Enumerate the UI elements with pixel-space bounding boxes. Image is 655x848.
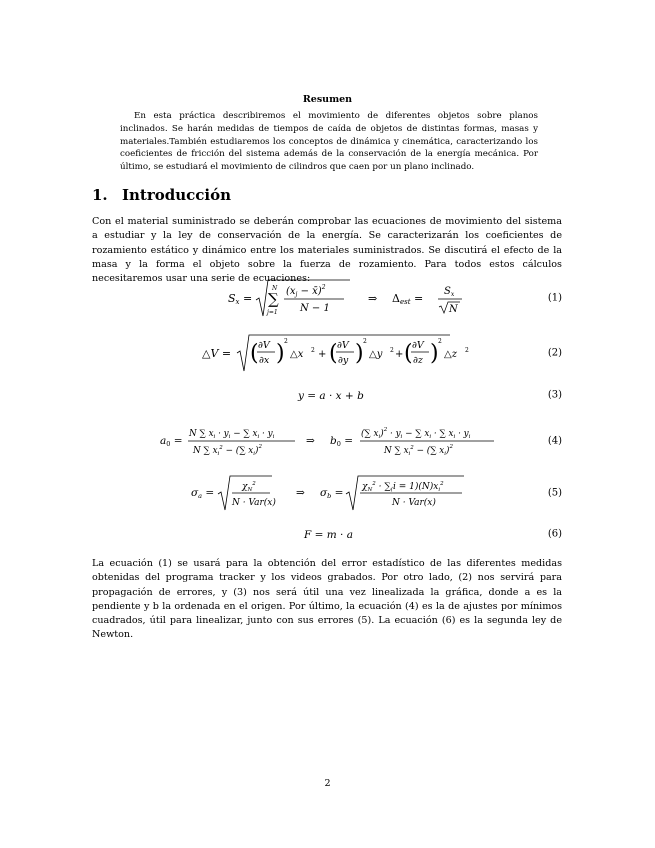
eq2-sq3: 2 xyxy=(438,338,442,345)
svg-text:2: 2 xyxy=(465,347,469,354)
eq2-d1-den: ∂x xyxy=(259,355,270,366)
eq4-den: N ∑ x xyxy=(193,446,218,456)
eq1-num-sup: 2 xyxy=(321,284,326,291)
svg-text:(xj − x̄)2 xyxy=(286,284,326,298)
eq5-den: N · Var(x) xyxy=(232,498,276,508)
eq1-num: (x xyxy=(286,286,296,297)
eq1-den: N − 1 xyxy=(300,303,330,314)
eq2-paren3-close: ) xyxy=(430,341,439,366)
abstract-title: Resumen xyxy=(302,94,353,105)
svg-text:N ∑ xi · yi − ∑ xi · yi: N ∑ $x_i \cdot y_i$ − ∑ $x_i \cdot y_i$ xyxy=(189,429,275,440)
eq2-t3: △z xyxy=(444,349,457,360)
eq2-lhs: △V = xyxy=(202,347,232,360)
equation-6-number: (6) xyxy=(547,528,562,540)
svg-text:2: 2 xyxy=(311,347,315,354)
svg-text:N ∑ xi2 − (∑ xi)2: N ∑ $x_i^2$ − (∑ $x_i)^2$ xyxy=(193,444,262,457)
svg-text:σb =: σb = xyxy=(320,487,344,500)
equation-5-number: (5) xyxy=(547,487,562,499)
equation-4 xyxy=(92,424,562,458)
equation-2-number: (2) xyxy=(547,347,562,359)
eq5-implies: ⇒ xyxy=(296,487,305,499)
equation-3-number: (3) xyxy=(547,389,562,401)
eq2-d3-den: ∂z xyxy=(413,355,423,366)
eq4-rhs-sub: 0 xyxy=(336,440,341,448)
eq1-sum-bottom: j=1 xyxy=(267,309,278,316)
eq2-d2-num: ∂V xyxy=(337,340,349,351)
eq1-lhs: S xyxy=(228,292,236,305)
eq1-lhs-sub: x xyxy=(235,298,240,306)
eq2-d3-num: ∂V xyxy=(412,340,424,351)
page-number: 2 xyxy=(324,778,331,789)
eq2-d1-num: ∂V xyxy=(258,340,270,351)
eq2-paren1-open: ( xyxy=(250,341,259,366)
equation-2-math xyxy=(92,333,562,373)
eq2-plus2: + xyxy=(395,349,404,360)
eq4-num: N ∑ x xyxy=(189,429,214,439)
eq6-text: F = m · a xyxy=(304,529,353,541)
eq1-rhs-sub: est xyxy=(399,298,411,306)
equation-2 xyxy=(92,333,562,373)
eq3-text: y = a · x + b xyxy=(298,390,364,402)
equation-1 xyxy=(92,276,562,320)
eq5-lhs-sub: a xyxy=(198,492,203,500)
equation-6-math xyxy=(92,525,562,543)
eq2-paren1-close: ) xyxy=(276,341,285,366)
equation-3 xyxy=(92,386,562,404)
equation-1-math xyxy=(92,276,562,320)
svg-text:2: 2 xyxy=(390,347,394,354)
equation-1-number: (1) xyxy=(547,292,562,304)
conclusion-paragraph: La ecuación (1) se usará para la obtención del error estadístico de las diferentes medidas obtenidas del programa tracker y los videos grabados. Por otro lado, (2) nos servirá para propagación de errores, y (3) nos será útil una vez linealizada la gráfica, donde a es la pendiente y b la ordenada en el origen. Por último, la ecuación (4) es la de ajustes por mínimos cuadrados, útil para linealizar, junto con sus errores (5). La ecuación (6) es la segunda ley de Newton. xyxy=(92,558,562,641)
eq2-sq1: 2 xyxy=(284,338,288,345)
eq4-rhs-num: (∑ x xyxy=(361,429,379,439)
eq1-rhs-num-sub: x xyxy=(450,291,455,298)
svg-text:a0 =: a0 = xyxy=(160,435,183,448)
eq4-lhs-sub: 0 xyxy=(166,440,171,448)
equation-4-number: (4) xyxy=(547,435,562,447)
svg-text:Sx =: Sx = xyxy=(228,292,253,306)
eq2-t2: △y xyxy=(369,349,383,360)
eq2-sq2: 2 xyxy=(363,338,367,345)
eq5-num: χ xyxy=(242,482,248,492)
svg-text:N ∑ xi2 − (∑ xi)2: N ∑ $x_i^2$ − (∑ $x_i)^2$ xyxy=(384,444,453,457)
eq1-sum-top: N xyxy=(272,285,278,292)
equation-5 xyxy=(92,472,562,514)
svg-text:χN2 · ∑(i = 1)(N)xi2: $\chi_N^2 \cdot \sum_(i = 1)(N)x_i^2$ xyxy=(362,481,444,493)
eq4-rhs-den: N ∑ x xyxy=(384,446,409,456)
eq1-num-rest: − x̄) xyxy=(297,286,322,297)
svg-text:(∑ xi)2 · yi − ∑ xi · ∑ xi · y: (∑ $x_i)^2 \cdot y_i$ − ∑ $x_i$ · ∑ $x_i \cdot y_i$ xyxy=(361,427,471,440)
section-title: Introducción xyxy=(122,186,232,204)
section-number: 1. xyxy=(92,186,108,204)
svg-text:σa =: σa = xyxy=(191,487,215,500)
intro-paragraph: Con el material suministrado se deberán comprobar las ecuaciones de movimiento del sistema a estudiar y la ley de conservación de la energía. Se caracterizarán los coeficientes de rozamiento estático y dinámico entre los materiales suministrados. Se discutirá el efecto de la masa y la forma el objeto sobre la fuerza de rozamiento. Para todos estos cálculos necesitaremos usar una serie de ecuaciones: xyxy=(92,216,562,285)
equation-3-math xyxy=(92,386,562,404)
svg-text:χN2: $\chi_N^2$ xyxy=(242,481,256,493)
eq2-t1: △x xyxy=(290,349,304,360)
equation-4-math xyxy=(92,424,562,458)
eq5-rhs: σ xyxy=(320,487,328,499)
svg-text:Δest =: Δest = xyxy=(392,292,424,306)
eq2-paren3-open: ( xyxy=(404,341,413,366)
equation-6 xyxy=(92,525,562,543)
eq4-rhs: b xyxy=(330,435,337,447)
eq1-implies: ⇒ xyxy=(368,292,378,305)
eq2-plus1: + xyxy=(318,349,327,360)
eq5-rhs-sub: b xyxy=(327,492,332,500)
eq5-rhs-num: χ xyxy=(362,482,368,492)
eq1-rhs-den: N xyxy=(449,304,458,315)
eq4-implies: ⇒ xyxy=(306,435,315,447)
eq1-rhs-num: S xyxy=(444,286,451,297)
equation-5-math xyxy=(92,472,562,514)
abstract-text: En esta práctica describiremos el movimiento de diferentes objetos sobre planos inclinados. Se harán medidas de tiempos de caída de objetos de distintas formas, masas y materiales.También estudiaremos los conceptos de dinámica y cinemática, caracterizando los coeficientes de fricción del sistema además de la conservación de la energía mecánica. Por último, se estudiará el movimiento de cilindros que caen por un plano inclinado. xyxy=(120,111,538,173)
eq5-rhs-den: N · Var(x) xyxy=(392,498,436,508)
eq2-d2-den: ∂y xyxy=(338,355,349,366)
eq1-rhs: Δ xyxy=(392,292,400,305)
eq2-paren2-open: ( xyxy=(329,341,338,366)
eq1-sum: ∑ xyxy=(268,290,279,308)
eq4-lhs: a xyxy=(160,435,167,447)
eq5-lhs: σ xyxy=(191,487,199,499)
svg-text:b0 =: b0 = xyxy=(330,435,354,448)
svg-text:Sx xyxy=(444,286,455,298)
eq1-num-sub: j xyxy=(295,291,298,298)
section-heading xyxy=(92,186,231,204)
eq2-paren2-close: ) xyxy=(355,341,364,366)
